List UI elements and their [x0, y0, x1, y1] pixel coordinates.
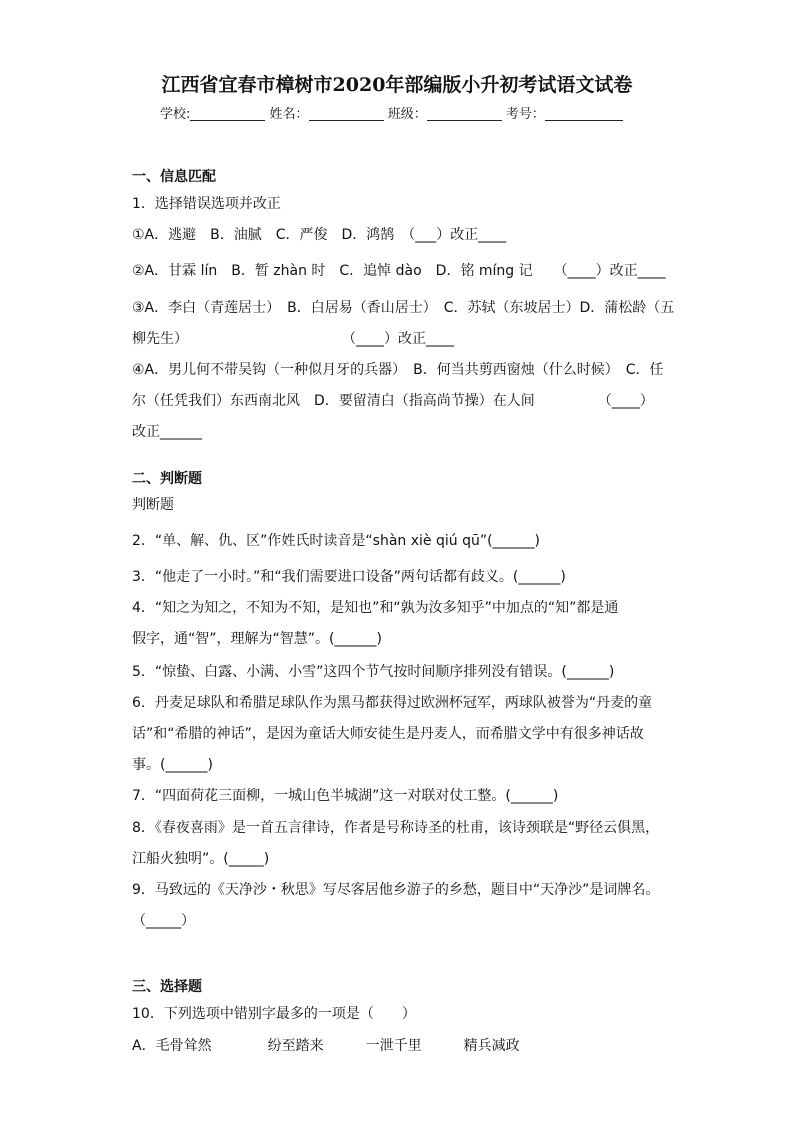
class-label: 班级： [387, 107, 427, 122]
question-10-option-a: A．毛骨耸然 纷至踏来 一泄千里 精兵减政 [132, 1038, 520, 1054]
question-9: 9．马致远的《天净沙・秋思》写尽客居他乡游子的乡愁，题目中“天净沙”是词牌名。 [132, 882, 660, 898]
name-label: 姓名： [269, 107, 309, 122]
section-subheading-2: 判断题 [132, 497, 174, 513]
question-6: 话”和“希腊的神话”，是因为童话大师安徒生是丹麦人，而希腊文学中有很多神话故 [132, 726, 644, 742]
exam-no-blank[interactable] [545, 106, 623, 121]
exam-title: 江西省宜春市樟树市2020年部编版小升初考试语文试卷 [161, 74, 633, 96]
question-1-line: 柳先生） （____）改正____ [132, 331, 454, 347]
question-1-line: ④A．男儿何不带吴钩（一种似月牙的兵器） B．何当共剪西窗烛（什么时候） C．任 [132, 362, 664, 378]
exam-no-label: 考号： [505, 107, 545, 122]
question-7: 7．“四面荷花三面柳，一城山色半城湖”这一对联对仗工整。(______) [132, 788, 559, 804]
question-8: 8．《春夜喜雨》是一首五言律诗，作者是号称诗圣的杜甫，该诗颈联是“野径云俱黑， [132, 820, 660, 836]
question-4: 假字，通“智”，理解为“智慧”。(______) [132, 631, 382, 647]
question-1-line: ①A．逃避 B．油腻 C．严俊 D．鸿鹄 （___）改正____ [132, 227, 507, 243]
question-1-line: 尔（任凭我们）东西南北风 D．要留清白（指高尚节操）在人间 （____） [132, 393, 654, 409]
student-info-row [160, 103, 623, 122]
question-9: （_____） [132, 913, 195, 929]
question-3: 3．“他走了一小时。”和“我们需要进口设备”两句话都有歧义。(______) [132, 569, 566, 585]
question-6: 事。(______) [132, 757, 213, 773]
question-2: 2．“单、解、仇、区”作姓氏时读音是“shàn xiè qiú qū”(______) [132, 533, 541, 549]
class-blank[interactable] [427, 106, 502, 121]
question-10-stem: 10．下列选项中错别字最多的一项是（ ） [132, 1006, 416, 1022]
question-5: 5．“惊蛰、白露、小满、小雪”这四个节气按时间顺序排列没有错误。(______) [132, 664, 615, 680]
school-blank[interactable] [190, 106, 265, 121]
question-8: 江船火独明”。(_____) [132, 851, 270, 867]
question-1-stem: 1．选择错误选项并改正 [132, 196, 281, 212]
section-heading-1: 一、信息匹配 [132, 169, 216, 185]
question-4: 4．“知之为知之，不知为不知，是知也”和“孰为汝多知乎”中加点的“知”都是通 [132, 600, 619, 616]
name-blank[interactable] [309, 106, 384, 121]
section-heading-2: 二、判断题 [132, 471, 202, 487]
question-1-line: ③A．李白（青莲居士） B．白居易（香山居士） C．苏轼（东坡居士）D．蒲松龄（五 [132, 300, 675, 316]
school-label: 学校: [160, 107, 191, 122]
section-heading-3: 三、选择题 [132, 979, 202, 995]
question-1-line: ②A．甘霖 lín B．暂 zhàn 时 C．追悼 dào D．铭 míng 记 （____）改正____ [132, 263, 666, 279]
question-1-line: 改正______ [132, 424, 202, 440]
question-6: 6．丹麦足球队和希腊足球队作为黑马都获得过欧洲杯冠军，两球队被誉为“丹麦的童 [132, 695, 653, 711]
